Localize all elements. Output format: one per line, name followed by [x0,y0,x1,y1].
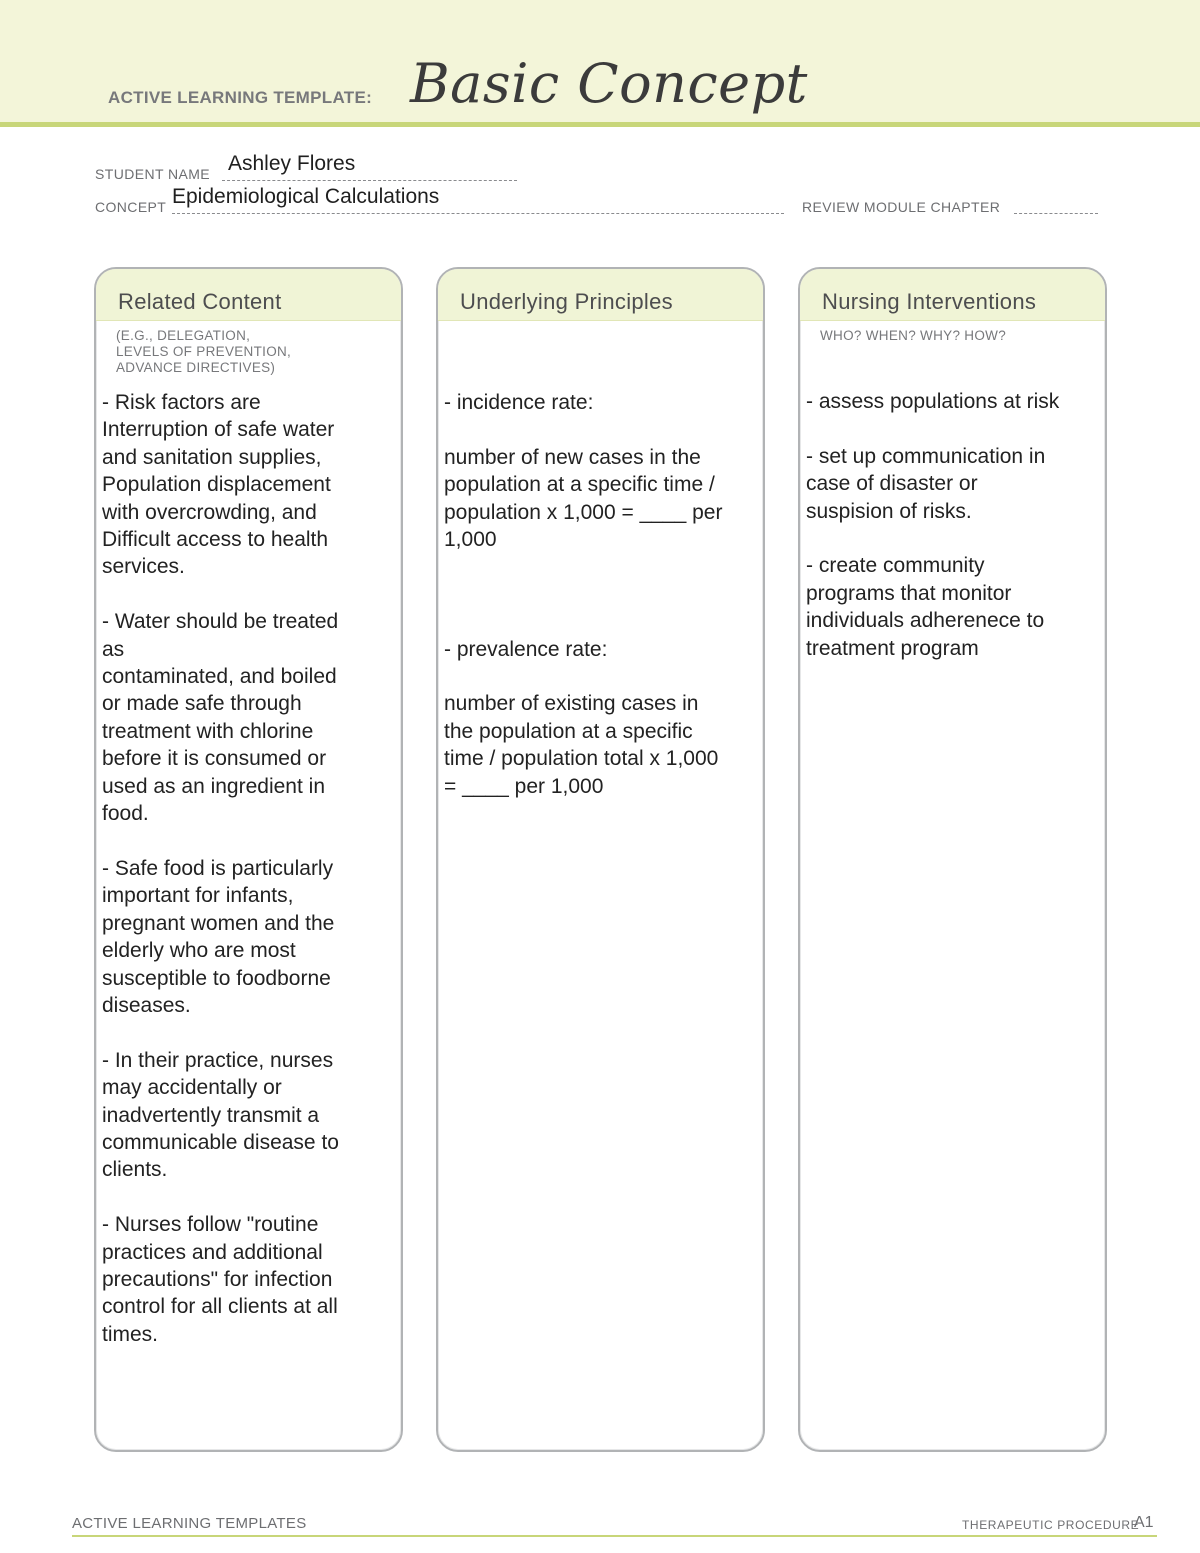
text-line: case of disaster or [806,472,978,496]
concept-line [172,213,784,214]
text-paragraph [444,389,753,416]
text-line: - create community [806,554,985,578]
student-name-field[interactable]: Ashley Flores [228,152,356,175]
related-content-header [96,269,401,321]
text-line: - set up communication in [806,444,1046,468]
underlying-principles-panel [436,267,765,1452]
text-line [444,581,753,608]
text-paragraph [806,552,1095,662]
text-line: control for all clients at all [102,1295,338,1319]
text-paragraph [444,444,753,554]
text-line: - Nurses follow "routine [102,1213,319,1237]
text-line: communicable disease to [102,1130,339,1154]
text-line: susceptible to foodborne [102,966,331,990]
hint-line: (E.G., DELEGATION, [116,328,251,343]
text-paragraph [102,608,391,827]
text-line: number of existing cases in [444,692,699,716]
hint-line: ADVANCE DIRECTIVES) [116,360,276,375]
underlying-principles-title: Underlying Principles [460,289,673,314]
nursing-interventions-body[interactable] [806,388,1095,689]
footer-divider [72,1535,1157,1537]
concept-label: CONCEPT [95,199,167,215]
student-name-line [222,180,517,181]
footer-procedure-label: THERAPEUTIC PROCEDURE [962,1518,1140,1532]
text-line: elderly who are most [102,939,296,963]
template-label: ACTIVE LEARNING TEMPLATE: [108,88,373,107]
text-line: - Safe food is particularly [102,856,334,880]
text-line: - incidence rate: [444,391,594,414]
hint-line: LEVELS OF PREVENTION, [116,344,292,359]
hint-line: WHO? WHEN? WHY? HOW? [820,328,1007,343]
text-line: number of new cases in the [444,445,701,469]
text-line: practices and additional [102,1240,323,1264]
text-line: food. [102,802,149,826]
related-content-title: Related Content [118,289,282,314]
text-paragraph [444,636,753,663]
template-title: Basic Concept [410,52,808,115]
text-line: = ____ per 1,000 [444,774,604,798]
text-line: population x 1,000 = ____ per [444,500,723,524]
text-paragraph [102,855,391,1019]
text-paragraph [806,443,1095,525]
review-module-label: REVIEW MODULE CHAPTER [802,199,1001,215]
text-paragraph [444,581,753,608]
text-paragraph [102,389,391,581]
review-module-field[interactable] [1014,213,1098,214]
text-line: pregnant women and the [102,911,335,935]
footer-page-number: A1 [1134,1514,1154,1531]
text-line: inadvertently transmit a [102,1103,320,1127]
text-line: - assess populations at risk [806,390,1060,413]
underlying-principles-header [438,269,763,321]
text-line: times. [102,1322,159,1346]
text-line: Interruption of safe water [102,418,335,442]
related-content-hint [96,328,401,376]
text-line: - prevalence rate: [444,637,608,661]
related-content-body[interactable] [102,389,391,1376]
text-line: the population at a specific [444,719,693,743]
text-line: treatment program [806,636,979,660]
text-line: individuals adherenece to [806,609,1045,633]
student-name-label: STUDENT NAME [95,166,210,182]
text-paragraph [102,1211,391,1348]
related-content-panel [94,267,403,1452]
nursing-interventions-panel [798,267,1107,1452]
text-line: diseases. [102,993,191,1017]
text-line: - In their practice, nurses [102,1048,334,1072]
text-line: time / population total x 1,000 [444,747,719,771]
text-line: services. [102,555,185,579]
text-line: used as an ingredient in [102,774,325,798]
text-line: 1,000 [444,528,497,552]
nursing-interventions-title: Nursing Interventions [822,289,1037,314]
text-line: suspision of risks. [806,499,972,523]
concept-field[interactable]: Epidemiological Calculations [172,185,440,208]
text-line: clients. [102,1158,168,1182]
text-line: population at a specific time / [444,473,715,497]
nursing-interventions-hint [800,328,1105,344]
text-line: Difficult access to health [102,528,329,552]
text-line: before it is consumed or [102,747,327,771]
text-line: may accidentally or [102,1076,282,1100]
text-line: and sanitation supplies, [102,445,322,469]
underlying-principles-body[interactable] [444,389,753,827]
text-line: - Risk factors are [102,391,261,414]
text-line: programs that monitor [806,581,1012,605]
header-divider [0,122,1200,127]
text-paragraph [102,1047,391,1184]
text-line: treatment with chlorine [102,719,314,743]
nursing-interventions-header [800,269,1105,321]
text-paragraph [444,690,753,800]
text-line: or made safe through [102,692,302,716]
text-line: - Water should be treated [102,610,339,634]
text-line: important for infants, [102,884,294,908]
text-line: as [102,637,125,661]
text-line: with overcrowding, and [102,500,317,524]
text-paragraph [806,388,1095,415]
text-line: Population displacement [102,473,331,497]
text-line: contaminated, and boiled [102,665,337,689]
text-line: precautions" for infection [102,1267,333,1291]
footer-template-label: ACTIVE LEARNING TEMPLATES [72,1515,307,1532]
